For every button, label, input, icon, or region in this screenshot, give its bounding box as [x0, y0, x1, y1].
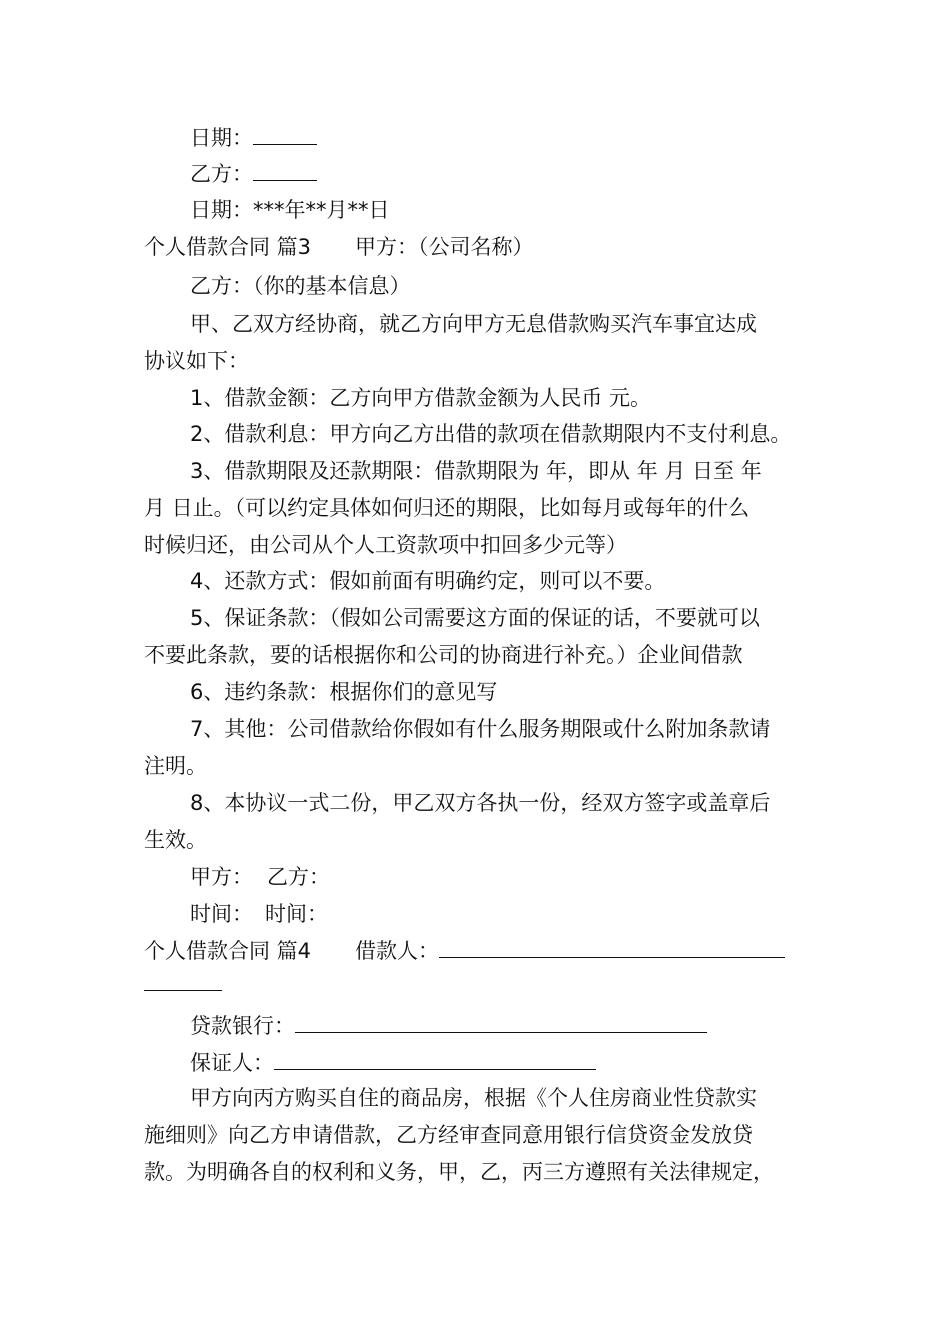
- section-title: 个人借款合同 篇3: [144, 235, 312, 259]
- clause-5: 5、保证条款：（假如公司需要这方面的保证的话，不要就可以: [190, 606, 760, 630]
- paragraph-line: 甲方向丙方购买自住的商品房，根据《个人住房商业性贷款实: [190, 1086, 757, 1110]
- borrower-blank-cont: [144, 970, 824, 998]
- date-filled-line: 日期：***年**月**日: [190, 198, 390, 222]
- clause-7: 7、其他：公司借款给你假如有什么服务期限或什么附加条款请: [190, 717, 771, 741]
- clause-3-cont: 时候归还，由公司从个人工资款项中扣回多少元等）: [144, 533, 627, 557]
- lending-bank-blank: [295, 1012, 707, 1033]
- date-line: 日期：: [190, 124, 870, 152]
- section-3-heading: [144, 233, 824, 261]
- guarantor-line: 保证人：: [190, 1049, 870, 1077]
- paragraph-line: 施细则》向乙方申请借款，乙方经审查同意用银行信贷资金发放贷: [144, 1123, 753, 1147]
- signature-line: [190, 863, 870, 891]
- party-a-label: 甲方：（公司名称）: [355, 235, 534, 259]
- party-a-time-label: 时间：: [190, 902, 253, 926]
- clause-2: 2、借款利息：甲方向乙方出借的款项在借款期限内不支付利息。: [190, 422, 792, 446]
- clause-5-cont: 不要此条款，要的话根据你和公司的协商进行补充。）企业间借款: [144, 643, 743, 667]
- party-b-time-label: 时间：: [265, 902, 328, 926]
- paragraph-line: 甲、乙双方经协商，就乙方向甲方无息借款购买汽车事宜达成: [190, 312, 757, 336]
- party-b-info-line: 乙方：（你的基本信息）: [190, 274, 411, 298]
- clause-6: 6、违约条款：根据你们的意见写: [190, 680, 498, 704]
- party-b-line: 乙方：: [190, 160, 870, 188]
- guarantor-blank: [274, 1049, 596, 1070]
- party-a-sign-label: 甲方：: [190, 865, 253, 889]
- date-blank: [253, 124, 317, 145]
- clause-3: 3、借款期限及还款期限：借款期限为 年，即从 年 月 日至 年: [190, 459, 762, 483]
- clause-3-cont: 月 日止。（可以约定具体如何归还的期限，比如每月或每年的什么: [144, 496, 750, 520]
- clause-8: 8、本协议一式二份，甲乙双方各执一份，经双方签字或盖章后: [190, 791, 771, 815]
- borrower-label: 借款人：: [355, 939, 440, 963]
- time-line: [190, 900, 870, 928]
- borrower-blank-2: [144, 970, 222, 991]
- lending-bank-line: 贷款银行：: [190, 1012, 870, 1040]
- section-title: 个人借款合同 篇4: [144, 939, 312, 963]
- party-b-blank: [253, 160, 317, 181]
- paragraph-line: 协议如下：: [144, 349, 249, 373]
- section-4-heading: [144, 937, 824, 965]
- borrower-blank: [439, 937, 785, 958]
- clause-8-cont: 生效。: [144, 828, 207, 852]
- party-b-sign-label: 乙方：: [267, 865, 330, 889]
- clause-1: 1、借款金额：乙方向甲方借款金额为人民币 元。: [190, 386, 652, 410]
- paragraph-line: 款。为明确各自的权利和义务，甲，乙，丙三方遵照有关法律规定，: [144, 1160, 774, 1184]
- clause-4: 4、还款方式：假如前面有明确约定，则可以不要。: [190, 569, 666, 593]
- clause-7-cont: 注明。: [144, 754, 207, 778]
